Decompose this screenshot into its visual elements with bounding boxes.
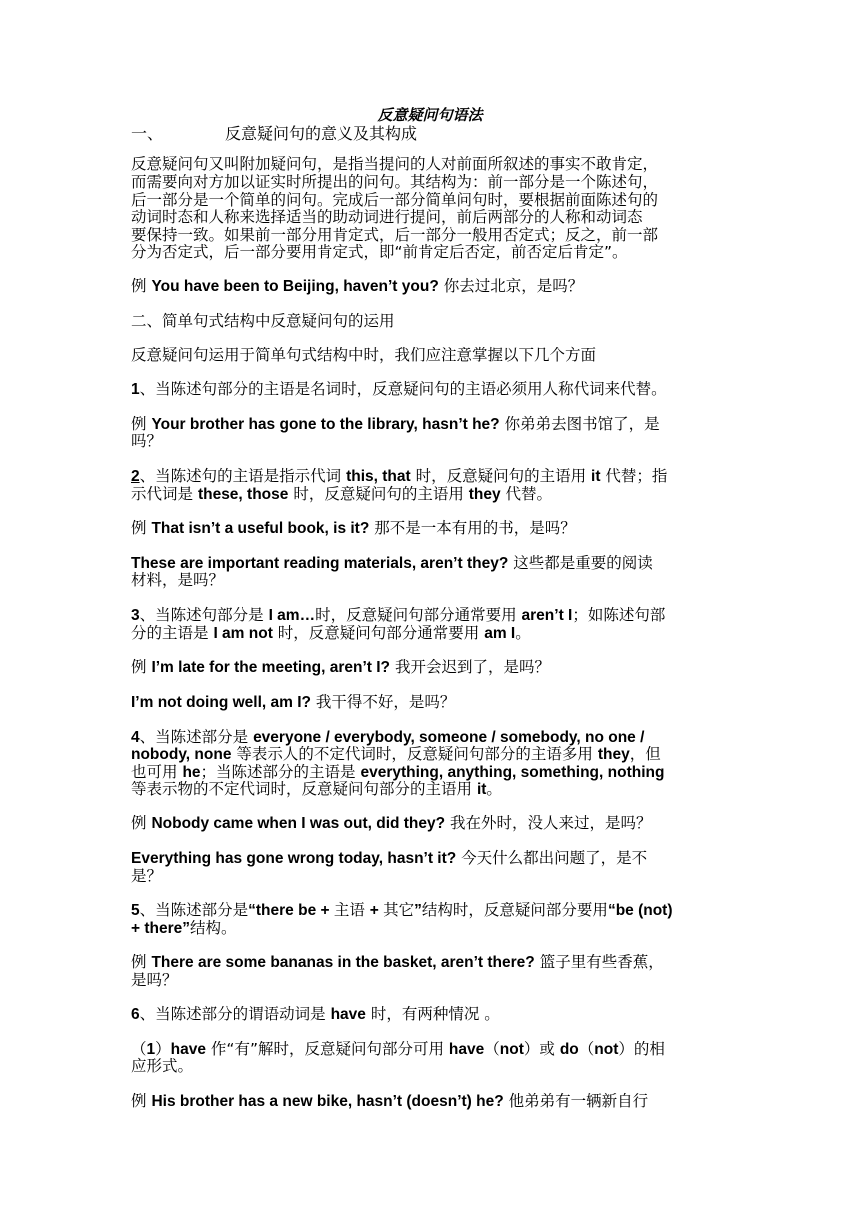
example-3b [131,693,731,712]
text-run: 作“有”解时，反意疑问句部分可用 [206,1040,449,1058]
text-run: 等表示物的不定代词时，反意疑问句部分的主语用 [131,780,477,798]
example-2b-cont: 材料，是吗？ [131,571,225,589]
text-run: nobody, none [131,746,232,763]
example-chinese: 我干得不好，是吗？ [310,693,456,711]
example-english: Your brother has gone to the library, hasn’t he? [151,416,500,433]
point-6-1-line-2: 应形式。 [131,1057,194,1075]
text-run: have [170,1041,206,1058]
text-run: “there be + [248,902,334,919]
point-4-line-4 [131,780,731,799]
text-run: ） [155,1040,171,1058]
text-run: they [597,746,630,763]
example-0 [131,277,731,296]
text-run: 其它 [383,901,415,919]
point-4-line-2 [131,745,731,764]
point-number: 2 [131,468,140,485]
text-run: 分的主语是 [131,624,214,642]
point-3-line-2 [131,624,731,643]
text-run: everyone / everybody, someone / somebody, no one / [253,729,645,746]
text-run: have [448,1041,485,1058]
example-5-cont: 是吗？ [131,971,178,989]
example-prefix: 例 [131,814,152,832]
text-run: I am… [268,607,316,624]
example-chinese: 那不是一本有用的书，是吗？ [369,519,576,537]
intro-line-6: 分为否定式，后一部分要用肯定式，即“前肯定后否定，前否定后肯定”。 [131,243,628,261]
text-run: （ [578,1040,595,1058]
text-run: 、当陈述部分是 [139,728,254,746]
point-number: 4 [131,729,140,746]
text-run: ，但 [629,745,661,763]
section2-heading: 二、简单句式结构中反意疑问句的运用 [131,312,395,330]
example-4a [131,814,731,833]
example-chinese: 我开会迟到了，是吗？ [390,658,550,676]
text-run: not [594,1041,619,1058]
text-run: 也可用 [131,763,183,781]
point-number: 3 [131,607,140,624]
section1-heading: 反意疑问句的意义及其构成 [225,124,418,143]
point-5-line-1 [131,901,731,920]
point-3-line-1 [131,606,731,625]
example-english: I’m not doing well, am I? [131,694,311,711]
text-run: 、当陈述句的主语是指示代词 [139,467,347,485]
example-english: There are some bananas in the basket, aren’t there? [151,954,535,971]
text-run: ）或 [523,1040,560,1058]
text-run: do [559,1041,579,1058]
example-chinese: 你弟弟去图书馆了，是 [499,415,660,433]
example-prefix: 例 [131,415,152,433]
text-run: 。 [486,780,502,798]
intro-line-1: 反意疑问句又叫附加疑问句，是指当提问的人对前面所叙述的事实不敢肯定， [131,155,659,173]
example-2a [131,519,731,538]
text-run: 等表示人的不定代词时，反意疑问句部分的主语多用 [231,745,598,763]
text-run: 结构时，反意疑问部分要用 [421,901,608,919]
intro-line-5: 要保持一致。如果前一部分用肯定式，后一部分一般用否定式；反之，前一部 [131,226,659,244]
example-english: Everything has gone wrong today, hasn’t it? [131,850,457,867]
text-run: 结构。 [190,919,237,937]
example-chinese: 篮子里有些香蕉， [534,953,664,971]
intro-line-4: 动词时态和人称来选择适当的助动词进行提问，前后两部分的人称和动词态 [131,208,643,226]
example-chinese: 这些都是重要的阅读 [508,554,653,572]
example-5 [131,953,731,972]
example-english: Nobody came when I was out, did they? [151,815,446,832]
text-run: + there” [131,920,191,937]
text-run: it [591,468,601,485]
text-run: am I [484,625,516,642]
example-prefix: 例 [131,1092,152,1110]
example-4b [131,849,731,868]
example-chinese: 我在外时，没人来过，是吗？ [445,814,652,832]
text-run: it [476,781,487,798]
example-english: That isn’t a useful book, is it? [151,520,370,537]
text-run: 主语 [333,901,370,919]
text-run: + [369,902,384,919]
example-3a [131,658,731,677]
text-run: 1 [146,1041,156,1058]
text-run: these, those [197,486,289,503]
section1-number: 一、 [131,124,164,143]
text-run: 。 [515,624,531,642]
text-run: they [468,486,501,503]
point-6 [131,1005,731,1024]
point-number: 5 [131,902,140,919]
example-prefix: 例 [131,277,152,295]
point-number: 1 [131,381,140,398]
example-prefix: 例 [131,519,152,537]
text-run: 代替。 [500,485,553,503]
example-chinese: 你去过北京，是吗？ [438,277,584,295]
text-run: 、当陈述句部分是 [139,606,269,624]
text-run: I am not [213,625,273,642]
text-run: 时，反意疑问句部分通常要用 [272,624,485,642]
text-run: ” [414,902,422,919]
text-run: 代替；指 [600,467,668,485]
text-run: 、当陈述部分的谓语动词是 [139,1005,331,1023]
point-text: 、当陈述句部分的主语是名词时，反意疑问句的主语必须用人称代词来代替。 [139,380,667,398]
text-run: this, that [346,468,411,485]
text-run: have [330,1006,366,1023]
example-chinese: 他弟弟有一辆新自行 [503,1092,649,1110]
text-run: he [182,764,201,781]
point-2-line-2 [131,485,731,504]
text-run: everything, anything, something, nothing [360,764,665,781]
document-title: 反意疑问句语法 [377,106,483,124]
text-run: 示代词是 [131,485,198,503]
text-run: 、当陈述部分是 [139,901,249,919]
text-run: ；如陈述句部 [572,606,666,624]
text-run: aren’t I [521,607,573,624]
example-prefix: 例 [131,658,152,676]
intro-line-3: 后一部分是一个简单的问句。完成后一部分简单问句时，要根据前面陈述句的 [131,191,659,209]
text-run: 时，反意疑问句部分通常要用 [315,606,522,624]
example-4b-cont: 是？ [131,867,163,885]
text-run: 时，反意疑问句的主语用 [288,485,469,503]
text-run: ）的相 [618,1040,665,1058]
example-chinese: 今天什么都出问题了，是不 [456,849,648,867]
example-english: His brother has a new bike, hasn’t (doesn’t) he? [151,1093,504,1110]
example-english: You have been to Beijing, haven’t you? [151,278,439,295]
text-run: （ [484,1040,500,1058]
text-run: 时，反意疑问句的主语用 [410,467,592,485]
text-run: （ [131,1040,147,1058]
example-prefix: 例 [131,953,152,971]
example-1-cont: 吗？ [131,432,163,450]
text-run: 时，有两种情况 。 [365,1005,500,1023]
text-run: “be (not) [607,902,673,919]
text-run: not [499,1041,524,1058]
point-2-line-1 [131,467,731,486]
text-run: ；当陈述部分的主语是 [200,763,361,781]
point-1 [131,380,731,399]
point-number: 6 [131,1006,140,1023]
intro-line-2: 而需要向对方加以证实时所提出的问句。其结构为：前一部分是一个陈述句， [131,173,659,191]
point-5-line-2 [131,919,731,938]
section2-intro: 反意疑问句运用于简单句式结构中时，我们应注意掌握以下几个方面 [131,346,597,364]
example-6 [131,1092,731,1111]
example-english: These are important reading materials, aren’t they? [131,555,509,572]
example-english: I’m late for the meeting, aren’t I? [151,659,391,676]
